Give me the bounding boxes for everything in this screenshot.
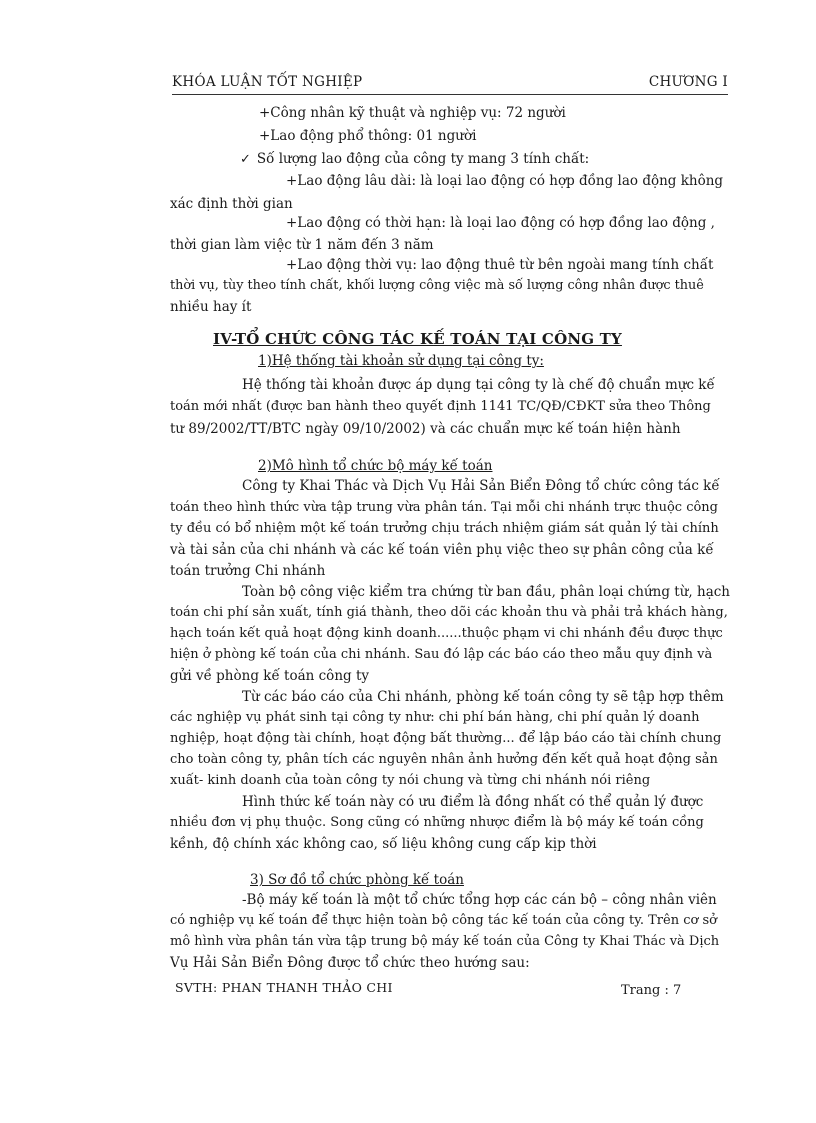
text-line: +Công nhân kỹ thuật và nghiệp vụ: 72 người <box>259 105 566 121</box>
text-line: nhiều hay ít <box>170 299 252 315</box>
text-line: có nghiệp vụ kế toán để thực hiện toàn bộ công tác kế toán của công ty. Trên cơ sở <box>170 913 717 928</box>
subheading: 2)Mô hình tổ chức bộ máy kế toán <box>258 458 493 474</box>
text-line: Từ các báo cáo của Chi nhánh, phòng kế toán công ty sẽ tập hợp thêm <box>242 689 724 705</box>
text-line: xuất- kinh doanh của toàn công ty nói chung và từng chi nhánh nói riêng <box>170 773 651 788</box>
text-line: toán mới nhất (được ban hành theo quyết định 1141 TC/QĐ/CĐKT sửa theo Thông <box>170 399 711 414</box>
text-line: tư 89/2002/TT/BTC ngày 09/10/2002) và các chuẩn mực kế toán hiện hành <box>170 421 681 437</box>
text-line: +Lao động có thời hạn: là loại lao động có hợp đồng lao động , <box>286 215 715 231</box>
text-line: và tài sản của chi nhánh và các kế toán viên phụ việc theo sự phân công của kế <box>170 542 714 558</box>
text-line: Hệ thống tài khoản được áp dụng tại công ty là chế độ chuẩn mực kế <box>242 377 715 393</box>
text-line: gửi về phòng kế toán công ty <box>170 668 369 684</box>
text-line: hạch toán kết quả hoạt động kinh doanh......thuộc phạm vi chi nhánh đều được thực <box>170 626 723 641</box>
text-line <box>240 150 589 169</box>
text-line: xác định thời gian <box>170 196 293 212</box>
text-line: thời vụ, tùy theo tính chất, khối lượng công việc mà số lượng công nhân được thuê <box>170 278 704 293</box>
text-line: toán chi phí sản xuất, tính giá thành, theo dõi các khoản thu và phải trả khách hàng, <box>170 605 728 620</box>
text-line: nhiều đơn vị phụ thuộc. Song cũng có những nhược điểm là bộ máy kế toán cồng <box>170 815 704 830</box>
text-line: hiện ở phòng kế toán của chi nhánh. Sau đó lập các báo cáo theo mẫu quy định và <box>170 647 713 662</box>
text-line: các nghiệp vụ phát sinh tại công ty như: chi phí bán hàng, chi phí quản lý doanh <box>170 710 700 725</box>
section-title: IV-TỔ CHỨC CÔNG TÁC KẾ TOÁN TẠI CÔNG TY <box>213 330 622 348</box>
checkmark-icon: ✓ <box>240 152 251 167</box>
header-title: KHÓA LUẬN TỐT NGHIỆP <box>172 74 363 90</box>
text-line: thời gian làm việc từ 1 năm đến 3 năm <box>170 237 434 253</box>
subheading: 1)Hệ thống tài khoản sử dụng tại công ty: <box>258 353 544 369</box>
text-line: nghiệp, hoạt động tài chính, hoạt động bất thường... để lập báo cáo tài chính chung <box>170 731 722 746</box>
text-line: -Bộ máy kế toán là một tổ chức tổng hợp các cán bộ – công nhân viên <box>242 892 717 908</box>
footer-student: SVTH: PHAN THANH THẢO CHI <box>175 980 393 995</box>
text-line: Công ty Khai Thác và Dịch Vụ Hải Sản Biển Đông tổ chức công tác kế <box>242 478 720 494</box>
header-chapter: CHƯƠNG I <box>648 74 728 90</box>
text-line: Vụ Hải Sản Biển Đông được tổ chức theo hướng sau: <box>170 955 530 971</box>
footer-page-number: Trang : 7 <box>621 983 682 998</box>
text-line: ty đều có bổ nhiệm một kế toán trưởng chịu trách nhiệm giám sát quản lý tài chính <box>170 521 719 536</box>
text-line: +Lao động phổ thông: 01 người <box>259 128 477 144</box>
text-line: +Lao động thời vụ: lao động thuê từ bên ngoài mang tính chất <box>286 257 714 273</box>
text-line: +Lao động lâu dài: là loại lao động có hợp đồng lao động không <box>286 173 724 189</box>
text-line: cho toàn công ty, phân tích các nguyên nhân ảnh hưởng đến kết quả hoạt động sản <box>170 752 718 767</box>
text-line: toán theo hình thức vừa tập trung vừa phân tán. Tại mỗi chi nhánh trực thuộc công <box>170 500 719 515</box>
text-line-content: Số lượng lao động của công ty mang 3 tính chất: <box>256 151 590 167</box>
text-line: kềnh, độ chính xác không cao, số liệu không cung cấp kịp thời <box>170 836 597 852</box>
text-line: mô hình vừa phân tán vừa tập trung bộ máy kế toán của Công ty Khai Thác và Dịch <box>170 934 720 949</box>
subheading: 3) Sơ đồ tổ chức phòng kế toán <box>250 872 464 888</box>
text-line: toán trưởng Chi nhánh <box>170 563 326 579</box>
page-header <box>172 72 728 95</box>
text-line: Hình thức kế toán này có ưu điểm là đồng nhất có thể quản lý được <box>242 794 704 810</box>
text-line: Toàn bộ công việc kiểm tra chứng từ ban đầu, phân loại chứng từ, hạch <box>242 584 731 600</box>
